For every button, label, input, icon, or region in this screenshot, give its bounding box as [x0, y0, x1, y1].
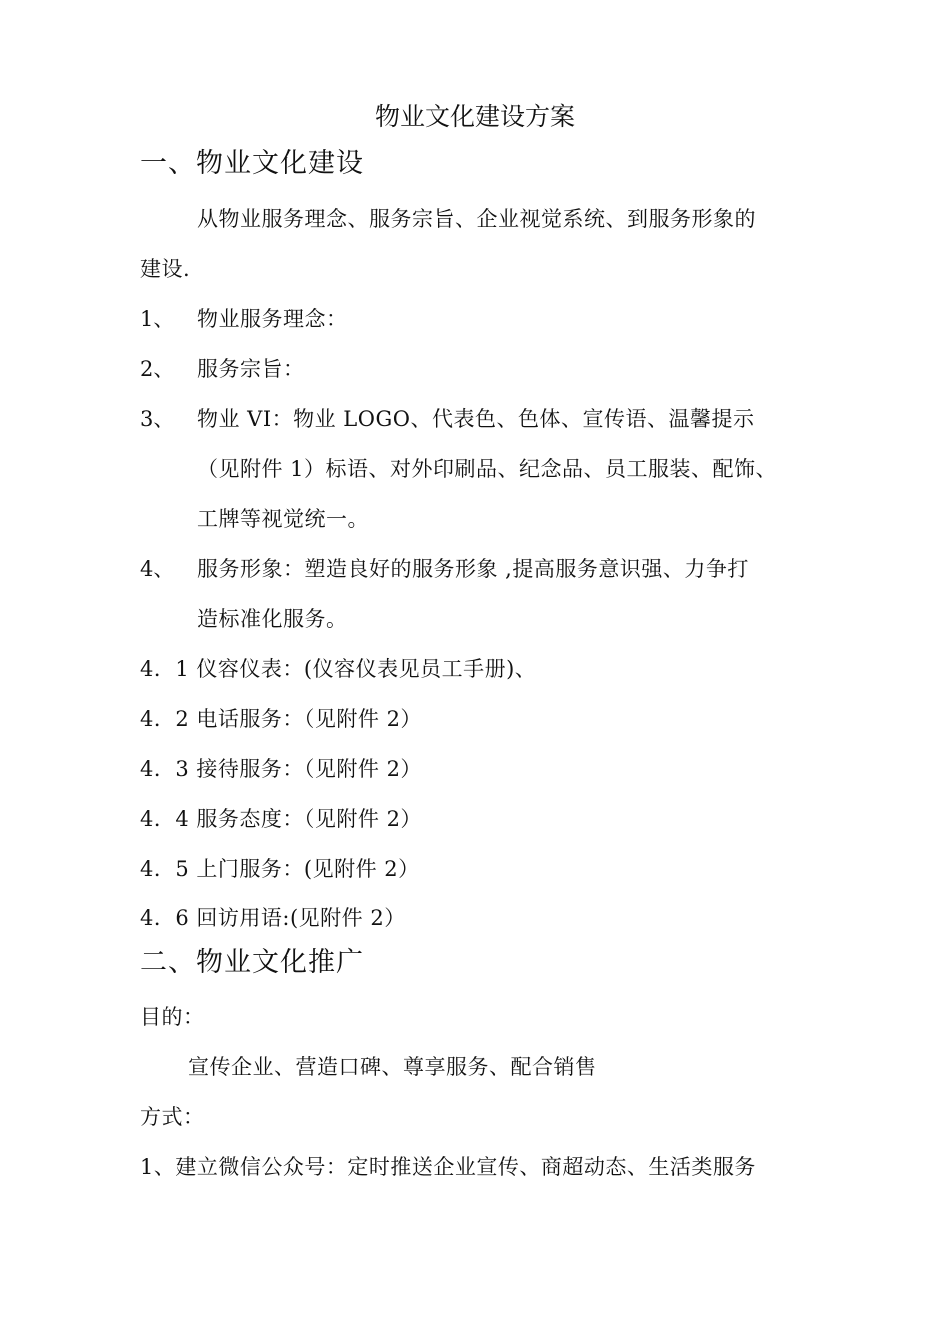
- section-1-heading: 一、物业文化建设: [140, 148, 364, 179]
- method-label: 方式：: [140, 1105, 205, 1129]
- item-1-text: 物业服务理念：: [197, 307, 348, 331]
- purpose-text: 宣传企业、营造口碑、尊享服务、配合销售: [188, 1055, 597, 1079]
- item-3-text-line-1: 物业 VI：物业 LOGO、代表色、色体、宣传语、温馨提示: [197, 407, 755, 431]
- method-item-1: 1、建立微信公众号：定时推送企业宣传、商超动态、生活类服务: [140, 1155, 756, 1179]
- subitem-4-6: 4．6 回访用语:(见附件 2）: [140, 906, 406, 930]
- section-2-heading: 二、物业文化推广: [140, 947, 364, 978]
- purpose-label: 目的：: [140, 1005, 205, 1029]
- section-1-intro-line-1: 从物业服务理念、服务宗旨、企业视觉系统、到服务形象的: [197, 207, 756, 231]
- item-2-text: 服务宗旨：: [197, 357, 305, 381]
- subitem-4-3: 4．3 接待服务：（见附件 2）: [140, 757, 422, 781]
- item-3-text-line-3: 工牌等视觉统一。: [197, 507, 369, 531]
- subitem-4-5: 4．5 上门服务：(见附件 2）: [140, 857, 420, 881]
- item-3-number: 3、: [140, 407, 175, 431]
- item-4-text-line-2: 造标准化服务。: [197, 607, 348, 631]
- item-1-number: 1、: [140, 307, 175, 331]
- item-4-text-line-1: 服务形象：塑造良好的服务形象 ,提高服务意识强、力争打: [197, 557, 749, 581]
- document-title: 物业文化建设方案: [374, 102, 575, 131]
- subitem-4-1: 4．1 仪容仪表：(仪容仪表见员工手册)、: [140, 657, 537, 681]
- item-4-number: 4、: [140, 557, 175, 581]
- item-3-text-line-2: （见附件 1）标语、对外印刷品、纪念品、员工服装、配饰、: [197, 457, 778, 481]
- section-1-intro-line-2: 建设.: [140, 257, 191, 281]
- subitem-4-2: 4．2 电话服务：（见附件 2）: [140, 707, 422, 731]
- subitem-4-4: 4．4 服务态度：（见附件 2）: [140, 807, 422, 831]
- item-2-number: 2、: [140, 357, 175, 381]
